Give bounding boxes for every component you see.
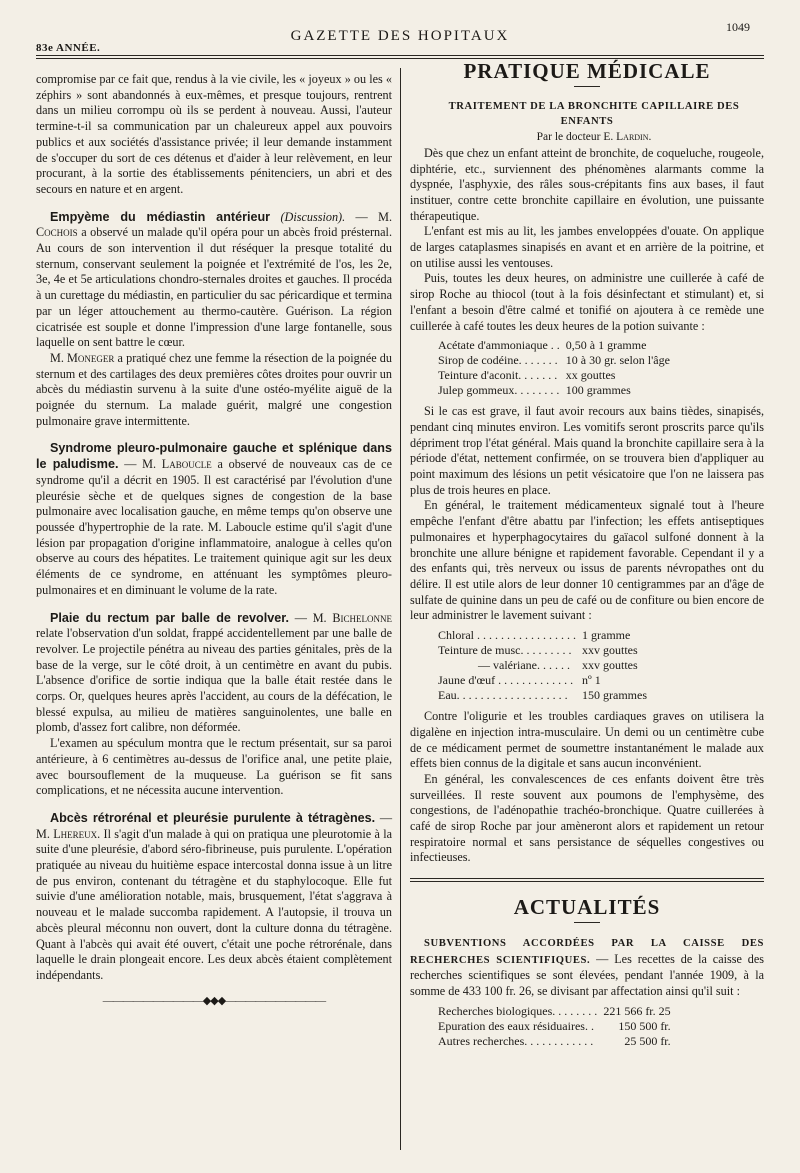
header-rule-top — [36, 55, 764, 56]
paragraph-text: a pratiqué chez une femme la résection de la poignée du sternum et des cartilages des deux premières côtes droites pour ouvrir un abcès du médiastin survenu à la suite d'une ostéo-myélite aiguë de la poignée du sternum. La malade guérit, malgré une congestion pulmonaire grave intermittente. — [36, 350, 392, 428]
prescription-row — [438, 658, 653, 673]
section-separator — [410, 878, 764, 882]
dash: — M. — [345, 209, 392, 224]
rx-item: Acétate d'ammoniaque . . — [438, 338, 560, 353]
fund-amount: 150 500 fr. — [618, 1018, 671, 1033]
rx-item: Eau. . . . . . . . . . . . . . . . . . . — [438, 688, 568, 703]
rx-dose: 0,50 à 1 gramme — [565, 338, 647, 353]
section-text: a observé un malade qu'il opéra pour un abcès froid présternal. Au cours de son intervention il dut réséquer la presque totalité du sternum, conservant seulement la poignée et l'extrémité de l'os, les 2e, 3e, 4e et 5e articulations chondro-sternales droites et gauches. Il procéda à un curettage du médiastin, en particulier du sac péricardique et termina par un léger attouchement au thermo-cautère. Guérison. La région cicatrisée est souple et donne l'impression d'une large fontanelle, sous laquelle on sent battre le cœur. — [36, 225, 392, 350]
rx-item: Chloral . . . . . . . . . . . . . . . . . — [438, 628, 576, 643]
section-title: Abcès rétrorénal et pleurésie purulente à tétragènes. — [50, 810, 376, 825]
funding-table — [438, 1004, 677, 1049]
column-divider — [400, 68, 401, 1150]
prescription-row — [438, 338, 676, 353]
dash: — M. — [118, 457, 162, 472]
left-column — [36, 72, 392, 1009]
intro-paragraph: compromise par ce fait que, rendus à la vie civile, les « joyeux » ou les « zéphirs » sont abandonnés à eux-mêmes, et presque toujours, rentrent dans un milieu corrompu où ils se perdent à nouveau. Aussi, l'auteur termine-t-il sa communication par un chaleureux appel aux pouvoirs publics et aux sociétés d'assistance privée; il leur demande instamment de s'occuper du sort de ces détenus et d'aider à leur relèvement, en leur procurant, à la sortie des établissements pénitenciers, un abri et des secours en nature et en argent. — [36, 72, 392, 196]
dash: — M. — [288, 610, 333, 625]
author-name: Laboucle — [161, 457, 212, 472]
section-text: relate l'observation d'un soldat, frappé accidentellement par une balle de revolver. Le projectile pénétra au niveau des parties génitales, près de la base de la verge, sur le côté droit, à un centimètre en avant du pubis. L'absence d'orifice de sortie indiqua que la balle était restée dans le corps. Or, quelques heures après l'accident, au cours de la défécation, le blessé expulsa, au milieu de matières sanguinolentes, une balle en plomb, d'assez fort calibre, non déformée. — [36, 626, 392, 735]
rx-item: Teinture de musc. . . . . . . . . — [438, 643, 572, 658]
funding-row — [438, 1019, 677, 1034]
author-name: Bichelonne — [332, 610, 392, 625]
page-number: 1049 — [726, 20, 750, 34]
section-heading: PRATIQUE MÉDICALE — [463, 59, 711, 83]
fund-item: Recherches biologiques. . . . . . . . — [438, 1003, 598, 1018]
heading-rule — [574, 86, 600, 87]
article-title: TRAITEMENT DE LA BRONCHITE CAPILLAIRE DES ENFANTS — [448, 100, 740, 128]
paragraph: Si le cas est grave, il faut avoir recours aux bains tièdes, sinapisés, pendant cinq minutes environ. Les vomitifs seront proscrits parce qu'ils dépriment trop l'état général. Mais quand la bronchite capillaire sera à la période d'état, nettement confirmée, on se trouvera bien d'appliquer au point maximum des lésions un petit vésicatoire que l'on ne laissera pas plus de trois heures en place. — [410, 404, 764, 497]
rx-dose: 100 grammes — [565, 383, 631, 398]
news-text: — Les recettes de la caisse des recherches scientifiques se sont élevées, pendant l'année 1909, à la somme de 433 100 fr. 26, se divisant par affectation ainsi qu'il suit : — [410, 951, 765, 998]
prescription-row — [438, 383, 676, 398]
end-ornament: ——————————◆◆◆—————————— — [102, 994, 326, 1007]
fund-amount: 25 500 fr. — [624, 1033, 671, 1048]
prescription-row — [438, 368, 676, 383]
rx-item: Julep gommeux. . . . . . . . — [438, 383, 560, 398]
prescription-lavement — [438, 628, 653, 703]
paragraph: Contre l'oligurie et les troubles cardiaques graves on utilisera la digalène en injection intra-musculaire. Un demi ou un centimètre cube de ce médicament permet de soumettre instantanément le malade aux effets bien connus de la digitale et sans aucun inconvénient. — [410, 709, 764, 771]
fund-item: Epuration des eaux résiduaires. . — [438, 1018, 594, 1033]
issue-number: 83e ANNÉE. — [36, 42, 101, 54]
heading-rule — [574, 922, 600, 923]
byline-suffix: . — [648, 131, 652, 144]
section-title: Plaie du rectum par balle de revolver. — [50, 610, 289, 625]
section-title: Empyème du médiastin antérieur — [50, 209, 271, 224]
section-text: a observé de nouveaux cas de ce syndrome qu'il a décrit en 1905. Il est caractérisé par l'évolution d'une pleurésie sèche et de quelques signes de congestion de la base pulmonaire avec localisation gauche, en même temps qu'on observe une poussée d'hypertrophie de la rate. M. Laboucle estime qu'il s'agit d'une lésion par propagation d'origine inflammatoire, analogue à celles qu'on observe au cours des hépatites. Le traitement quinique agit sur les deux éléments de ce syndrome, en atténuant les symptômes pleuro-pulmonaires et en diminuant le volume de la rate. — [36, 457, 392, 597]
rx-item: Teinture d'aconit. . . . . . . — [438, 368, 558, 383]
rx-dose: xx gouttes — [565, 368, 616, 383]
prescription-row — [438, 643, 653, 658]
section-title: Syndrome pleuro-pulmonaire gauche et splénique dans le paludisme. — [36, 441, 392, 472]
section-empyeme — [36, 210, 392, 351]
dash: — M. — [36, 810, 393, 841]
prescription-row — [438, 628, 653, 643]
rx-item: — valériane. . . . . . — [478, 658, 570, 673]
paragraph: L'enfant est mis au lit, les jambes enveloppées d'ouate. On applique de larges cataplasmes sinapisés en avant et en arrière de la poitrine, et on utilise aussi les ventouses. — [410, 224, 764, 270]
section-plaie-rectum — [36, 611, 392, 737]
rx-dose: xxv gouttes — [582, 643, 638, 658]
journal-title: GAZETTE DES HOPITAUX — [290, 28, 510, 44]
prefix: M. — [50, 350, 68, 365]
paragraph: En général, les convalescences de ces enfants doivent être très surveillées. Il reste souvent aux poumons de l'emphysème, des congestions, de l'adénopathie trachéo-bronchique. Quatre cuillerées à café de sirop Roche par jour amèneront alors et rapidement un retour respiratoire normal et sans persistance de séquelles congestives ou infectieuses. — [410, 771, 764, 865]
paragraph: L'examen au spéculum montra que le rectum présentait, sur sa paroi antérieure, à 6 centimètres au-dessus de l'orifice anal, une petite plaie, avec boursouflement de la muqueuse. La guérison se fit sans complications, et ne nécessita aucune intervention. — [36, 736, 392, 798]
news-paragraph — [410, 935, 764, 1000]
rx-dose: 10 à 30 gr. selon l'âge — [565, 353, 670, 368]
prescription-potion — [438, 338, 676, 398]
author-name: Lhereux — [53, 826, 98, 841]
rx-item: Jaune d'œuf . . . . . . . . . . . . . — [438, 673, 574, 688]
rx-dose: 1 gramme — [582, 628, 631, 643]
byline-author: Lardin — [616, 131, 649, 144]
section-paludisme — [36, 441, 392, 598]
author-name: Cochois — [36, 225, 78, 240]
paragraph — [36, 351, 392, 430]
funding-row — [438, 1004, 677, 1019]
byline-prefix: Par le docteur E. — [536, 131, 617, 144]
prescription-row — [438, 353, 676, 368]
rx-item: Sirop de codéine. . . . . . . — [438, 353, 558, 368]
fund-item: Autres recherches. . . . . . . . . . . . — [438, 1033, 594, 1048]
news-heading: ACTUALITÉS — [513, 895, 661, 920]
section-abces — [36, 811, 392, 984]
news-subject: SUBVENTIONS ACCORDÉES PAR LA CAISSE DES RECHERCHES SCIENTIFIQUES. — [410, 937, 764, 966]
fund-amount: 221 566 fr. 25 — [603, 1003, 671, 1018]
paragraph: Dès que chez un enfant atteint de bronchite, de coqueluche, rougeole, diphtérie, etc., surviennent des phénomènes alarmants comme la dyspnée, l'asphyxie, des râles sous-crépitants fins aux bases, il faut instituer, contre cette bronchite capillaire en évolution, une puissante thérapeutique. — [410, 145, 764, 223]
right-column — [410, 59, 765, 1055]
byline — [410, 130, 764, 146]
author-name: Moneger — [67, 350, 115, 365]
funding-row — [438, 1034, 677, 1049]
section-text: . Il s'agit d'un malade à qui on pratiqua une pleurotomie à la suite d'une pleurésie, d'abord séro-fibrineuse, puis purulente. L'opération pratiquée au niveau du huitième espace intercostal donna issue à un litre de pus environ, contenant du tétragène et du staphylocoque. Elle fut suivie d'une amélioration notable, mais, brusquement, l'état s'aggrava à nouveau et le malade succomba rapidement. A l'autopsie, il trouva un abcès pleural méconnu non ouvert, dont la culture donna du tétragène. Quant à l'abcès qui avait été ouvert, c'était une poche rétrorénale, dans laquelle le drain plongeait encore. Les deux abcès étaient complètement indépendants. — [36, 826, 392, 982]
paragraph: Puis, toutes les deux heures, on administre une cuillerée à café de sirop Roche au thiocol (tout à la fois désinfectant et stimulant) et, si l'enfant a besoin d'être calmé et tonifié on ajoutera à ce remède une cuillerée à café toutes les deux heures de la potion suivante : — [410, 271, 764, 333]
paragraph: En général, le traitement médicamenteux signalé tout à l'heure empêche l'enfant d'être abattu par l'infection; les effets antiseptiques pulmonaires et hyperphagocytaires du gaïacol sulfoné donnent à la bronchite une allure bénigne et rapidement favorable. Cependant il y a des enfants qui, très nerveux ou issus de parents névropathes ont du délire. Il est utile alors de leur donner 10 centigrammes par an d'âge de sulfate de quinine dans un peu de café ou de confiture ou bien encore de leur administrer le lavement suivant : — [410, 498, 764, 623]
prescription-row — [438, 688, 653, 703]
rx-dose: xxv gouttes — [582, 658, 638, 673]
rx-dose: nº 1 — [582, 673, 601, 688]
section-tag: (Discussion). — [280, 209, 346, 224]
prescription-row — [438, 673, 653, 688]
rx-dose: 150 grammes — [582, 688, 647, 703]
